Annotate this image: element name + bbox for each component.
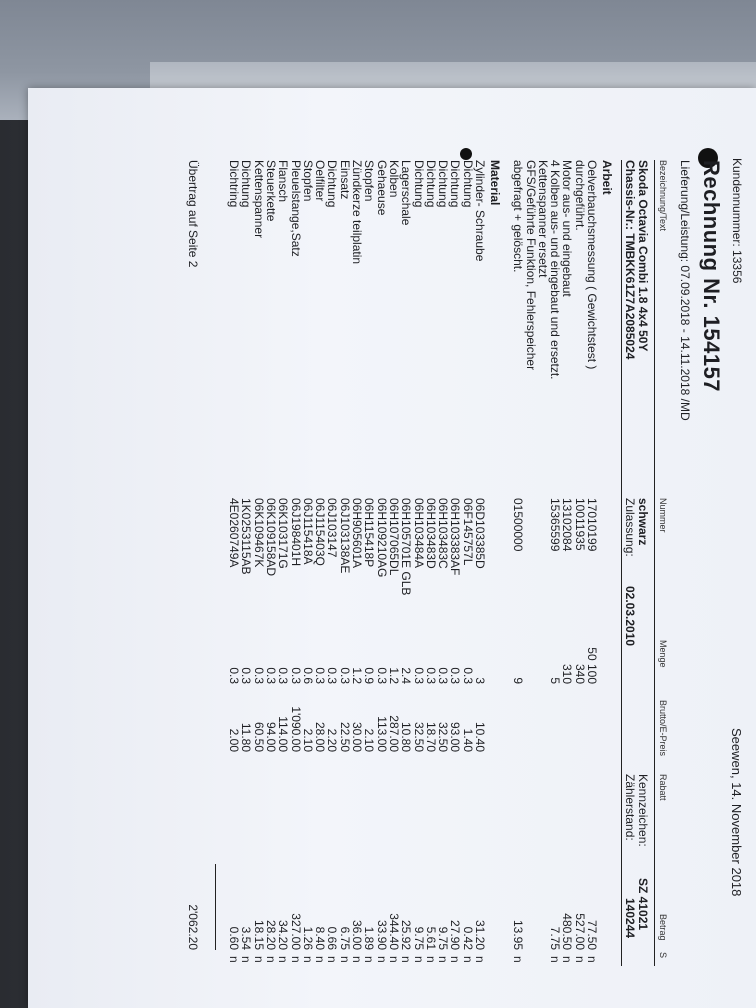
- material-line-number: 06H103483C: [436, 498, 451, 569]
- labor-line-text: abgefragt + gelöscht.: [511, 160, 526, 273]
- punch-hole-icon: [460, 148, 472, 160]
- customer-number: Kundennummer: 13356: [730, 158, 744, 284]
- col-tax: S: [658, 952, 668, 959]
- material-line-price: 287.00: [386, 715, 401, 752]
- labor-line-number: 17010199: [585, 498, 599, 552]
- material-line-text: Flansch: [276, 160, 291, 203]
- material-line-quantity: 0.3: [276, 667, 291, 684]
- material-line-text: Einsatz: [337, 160, 352, 200]
- material-line-text: Gehaeuse: [374, 160, 389, 216]
- vehicle-color: schwarz: [636, 498, 650, 546]
- material-line-price: 114.00: [276, 716, 291, 752]
- material-line-tax: n: [374, 956, 389, 963]
- material-line-quantity: 0.3: [436, 667, 451, 684]
- material-line-tax: n: [263, 956, 278, 963]
- labor-line-quantity: 310: [560, 663, 575, 684]
- material-line-price: 10.80: [399, 721, 414, 752]
- labor-line-text: 4 Kolben aus- und eingebaut und ersetzt.: [548, 160, 563, 380]
- labor-line-amount: [524, 888, 536, 950]
- labor-line-text: durchgeführt.: [572, 160, 587, 231]
- plate-label: Kennzeichen:: [636, 774, 650, 847]
- material-line-price: 60.50: [251, 721, 266, 752]
- material-amounts: [228, 888, 486, 950]
- labor-descriptions: [512, 160, 598, 380]
- labor-line-quantity: 340: [572, 663, 587, 684]
- material-line-number: 06H103383AF: [448, 498, 463, 576]
- invoice-paper: [28, 88, 756, 1008]
- material-line-price: 2.20: [325, 728, 340, 752]
- material-line-quantity: 3: [473, 677, 487, 684]
- material-line-quantity: 0.3: [227, 667, 242, 684]
- material-line-quantity: 0.3: [337, 667, 352, 684]
- material-line-tax: n: [386, 956, 401, 963]
- material-line-price: 32.50: [411, 721, 426, 752]
- material-line-price: 1'090.00: [288, 706, 303, 752]
- material-line-amount: 18.15: [251, 919, 266, 950]
- material-line-text: Kolben: [386, 160, 401, 198]
- material-line-text: Stopfen: [300, 160, 315, 202]
- labor-line-amount: 77.50: [585, 919, 599, 950]
- material-descriptions: [228, 160, 486, 264]
- labor-line-amount: 527.00: [572, 913, 587, 950]
- header-rule: [654, 160, 655, 966]
- labor-line-quantity: [537, 608, 549, 684]
- material-line-number: 4E0260749A: [227, 498, 242, 568]
- labor-tax: [512, 956, 598, 963]
- material-line-price: 11.80: [239, 722, 254, 752]
- material-line-tax: n: [288, 956, 303, 963]
- material-line-text: Pleuelstange,Satz: [288, 160, 303, 257]
- material-line-amount: 34.20: [276, 919, 291, 950]
- material-line-price: 94.00: [263, 721, 278, 752]
- material-line-tax: n: [423, 956, 438, 963]
- labor-line-tax: n: [572, 956, 587, 963]
- material-line-text: Dichtung: [411, 160, 426, 208]
- labor-line-tax: n: [511, 956, 526, 963]
- labor-line-tax: n: [548, 956, 563, 963]
- material-line-price: 93.00: [448, 721, 463, 752]
- material-line-tax: n: [473, 956, 487, 963]
- material-line-quantity: 0.3: [423, 667, 438, 684]
- material-line-amount: 28.20: [263, 919, 278, 950]
- material-line-quantity: 0.3: [411, 667, 426, 684]
- material-line-amount: 31.20: [473, 919, 487, 950]
- labor-line-tax: n: [560, 956, 575, 963]
- material-line-text: Dichtring: [227, 160, 242, 208]
- material-line-tax: n: [239, 956, 254, 963]
- material-line-price: 18.70: [423, 721, 438, 752]
- labor-line-amount: 13.95: [511, 919, 526, 950]
- col-amount: Betrag: [658, 914, 668, 941]
- labor-line-text: Kettenspanner ersetzt: [535, 160, 550, 278]
- material-line-text: Steuerkette: [263, 160, 278, 222]
- material-line-amount: 27.90: [448, 919, 463, 950]
- labor-line-amount: [537, 888, 549, 950]
- material-line-quantity: 0.3: [448, 667, 463, 684]
- labor-line-number: 15365599: [548, 498, 563, 552]
- material-line-tax: n: [350, 956, 365, 963]
- material-line-tax: n: [411, 956, 426, 963]
- material-line-text: Lagerschale: [399, 160, 414, 226]
- material-line-price: 113.00: [374, 716, 389, 752]
- material-line-tax: n: [313, 956, 328, 963]
- material-line-tax: n: [325, 956, 340, 963]
- material-line-number: 06D103385D: [473, 498, 487, 569]
- material-line-text: Dichtung: [448, 160, 463, 208]
- material-line-number: 1K0253115AB: [239, 498, 254, 575]
- material-quantities: [228, 628, 486, 684]
- material-line-tax: n: [251, 956, 266, 963]
- carry-over-amount: 2'062.20: [186, 904, 200, 950]
- material-line-price: 1.40: [460, 728, 475, 752]
- material-line-text: Oelfilter: [313, 160, 328, 202]
- labor-line-tax: [524, 956, 536, 963]
- invoice-title: Rechnung Nr. 154157: [699, 160, 724, 393]
- labor-line-tax: [537, 956, 549, 963]
- material-line-amount: 25.92: [399, 919, 414, 950]
- material-line-tax: n: [362, 956, 377, 963]
- material-line-tax: n: [337, 956, 352, 963]
- labor-amounts: [512, 888, 598, 950]
- material-line-text: Dichtung: [325, 160, 340, 208]
- material-tax: [228, 956, 486, 963]
- material-line-amount: 1.26: [300, 926, 315, 950]
- material-line-number: 06J198401H: [288, 498, 303, 567]
- material-line-quantity: 0.3: [288, 667, 303, 684]
- vehicle-rule: [621, 160, 622, 966]
- col-discount: Rabatt: [658, 774, 668, 801]
- material-line-amount: 0.60: [227, 926, 242, 950]
- material-line-price: 22.50: [337, 721, 352, 752]
- col-number: Nummer: [658, 498, 668, 533]
- material-line-amount: 36.00: [350, 919, 365, 950]
- odometer-value: 140244: [623, 898, 637, 939]
- material-line-number: 06H103483D: [423, 498, 438, 569]
- material-line-tax: n: [460, 956, 475, 963]
- carry-over-label: Übertrag auf Seite 2: [186, 160, 200, 268]
- material-line-tax: n: [227, 956, 242, 963]
- subtotal-rule: [215, 864, 216, 950]
- material-line-price: 2.10: [300, 728, 315, 752]
- material-line-number: 06F145757L: [460, 498, 475, 566]
- labor-line-tax: n: [585, 956, 599, 963]
- material-line-amount: 6.75: [337, 926, 352, 950]
- material-line-amount: 3.54: [239, 926, 254, 950]
- material-line-quantity: 0.6: [300, 667, 315, 684]
- delivery-period: Lieferung/Leistung: 07.09.2018 - 14.11.2018 /MD: [678, 160, 692, 421]
- material-line-text: Zündkerze teilplatin: [350, 160, 365, 265]
- material-line-price: 28.00: [313, 721, 328, 752]
- material-line-amount: 0.66: [325, 926, 340, 950]
- col-quantity: Menge: [658, 640, 668, 668]
- material-line-number: 06H905601A: [350, 498, 365, 569]
- material-line-price: 2.10: [362, 728, 377, 752]
- labor-line-number: 01500000: [511, 498, 526, 552]
- place-date: Seewen, 14. November 2018: [729, 728, 744, 897]
- material-line-number: 06H103484A: [411, 498, 426, 569]
- material-line-number: 06H109210AG: [374, 498, 389, 578]
- labor-line-quantity: [524, 608, 536, 684]
- labor-line-text: Motor aus- und eingebaut: [560, 160, 575, 297]
- material-line-amount: 327.00: [288, 913, 303, 950]
- material-line-quantity: 0.3: [239, 667, 254, 684]
- material-line-number: 06H107065DL: [386, 498, 401, 576]
- labor-heading: Arbeit: [600, 160, 614, 195]
- material-prices: [228, 688, 486, 752]
- col-description: Bezeichnung/Text: [658, 160, 668, 232]
- material-line-amount: 5.61: [423, 926, 438, 950]
- material-line-quantity: 1.2: [386, 667, 401, 684]
- material-line-amount: 1.89: [362, 926, 377, 950]
- material-line-amount: 9.75: [436, 926, 451, 950]
- material-line-number: 06H115418P: [362, 498, 377, 568]
- plate-number: SZ 41021: [636, 878, 650, 931]
- material-line-tax: n: [448, 956, 463, 963]
- material-line-number: 06H105701E GLB: [399, 498, 414, 596]
- labor-line-number: [524, 498, 536, 551]
- material-line-amount: 33.90: [374, 919, 389, 950]
- material-numbers: [228, 498, 486, 595]
- material-line-quantity: 0.3: [460, 667, 475, 684]
- labor-line-number: 10011935: [572, 498, 587, 551]
- material-line-text: Dichtung: [239, 160, 254, 208]
- material-line-text: Kettenspanner: [251, 160, 266, 239]
- material-line-amount: 8.40: [313, 926, 328, 950]
- registration-date: 02.03.2010: [623, 586, 637, 647]
- material-line-quantity: 2.4: [399, 667, 414, 684]
- material-line-amount: 9.75: [411, 926, 426, 950]
- material-line-text: Dichtung: [423, 160, 438, 208]
- material-line-quantity: 0.3: [251, 667, 266, 684]
- material-line-text: Dichtung: [436, 160, 451, 208]
- col-price: Brutto/E-Preis: [658, 700, 668, 757]
- material-line-price: 30.00: [350, 721, 365, 752]
- labor-line-number: [537, 498, 549, 551]
- odometer-label: Zählerstand:: [623, 774, 637, 841]
- material-line-quantity: 0.3: [374, 667, 389, 684]
- material-line-tax: n: [436, 956, 451, 963]
- material-line-price: 2.00: [227, 728, 242, 752]
- material-line-number: 06J103138AE: [337, 498, 352, 574]
- material-line-quantity: 0.3: [263, 667, 278, 684]
- material-line-tax: n: [300, 956, 315, 963]
- material-line-text: Zylinder- Schraube: [473, 160, 487, 262]
- material-line-tax: n: [276, 956, 291, 963]
- material-line-text: Stopfen: [362, 160, 377, 202]
- material-line-number: 06J103147: [325, 498, 340, 558]
- material-line-amount: 0.42: [460, 926, 475, 950]
- registration-label: Zulassung:: [623, 498, 637, 557]
- material-line-quantity: 0.3: [313, 667, 328, 684]
- labor-line-text: GFS/Geführte Funktion, Fehlerspeicher: [523, 160, 538, 371]
- labor-line-amount: 480.50: [560, 913, 575, 950]
- material-line-number: 06J115418A: [300, 498, 315, 565]
- material-line-quantity: 0.9: [362, 667, 377, 684]
- vehicle-chassis: Chassis-Nr.: TMBKK61Z7A2085024: [623, 160, 637, 360]
- material-line-amount: 344.40: [386, 913, 401, 950]
- labor-quantities: [512, 608, 598, 684]
- labor-line-quantity: 50 100: [585, 647, 599, 684]
- material-line-price: 32.50: [436, 721, 451, 752]
- labor-line-number: 13102084: [560, 498, 575, 552]
- material-line-number: 06K109158AD: [263, 498, 278, 577]
- material-heading: Material: [488, 160, 502, 206]
- invoice-document: [28, 88, 756, 1008]
- labor-numbers: [512, 498, 598, 551]
- material-line-quantity: 0.3: [325, 667, 340, 684]
- material-line-text: Dichtung: [460, 160, 475, 208]
- labor-line-amount: 7.75: [548, 926, 563, 950]
- labor-line-quantity: 5: [548, 677, 563, 684]
- vehicle-model: Skoda Octavia Combi 1.8 4x4 50Y: [636, 160, 650, 352]
- material-line-quantity: 1.2: [350, 667, 365, 684]
- material-line-price: 10.40: [473, 721, 487, 752]
- material-line-tax: n: [399, 956, 414, 963]
- material-line-number: 06K109467K: [251, 498, 266, 568]
- material-line-number: 06K103171G: [276, 498, 291, 569]
- material-line-number: 06J115403Q: [313, 498, 328, 566]
- labor-line-quantity: 9: [511, 677, 526, 684]
- labor-line-text: Oelverbauchsmessung ( Gewichtstest ): [585, 160, 599, 370]
